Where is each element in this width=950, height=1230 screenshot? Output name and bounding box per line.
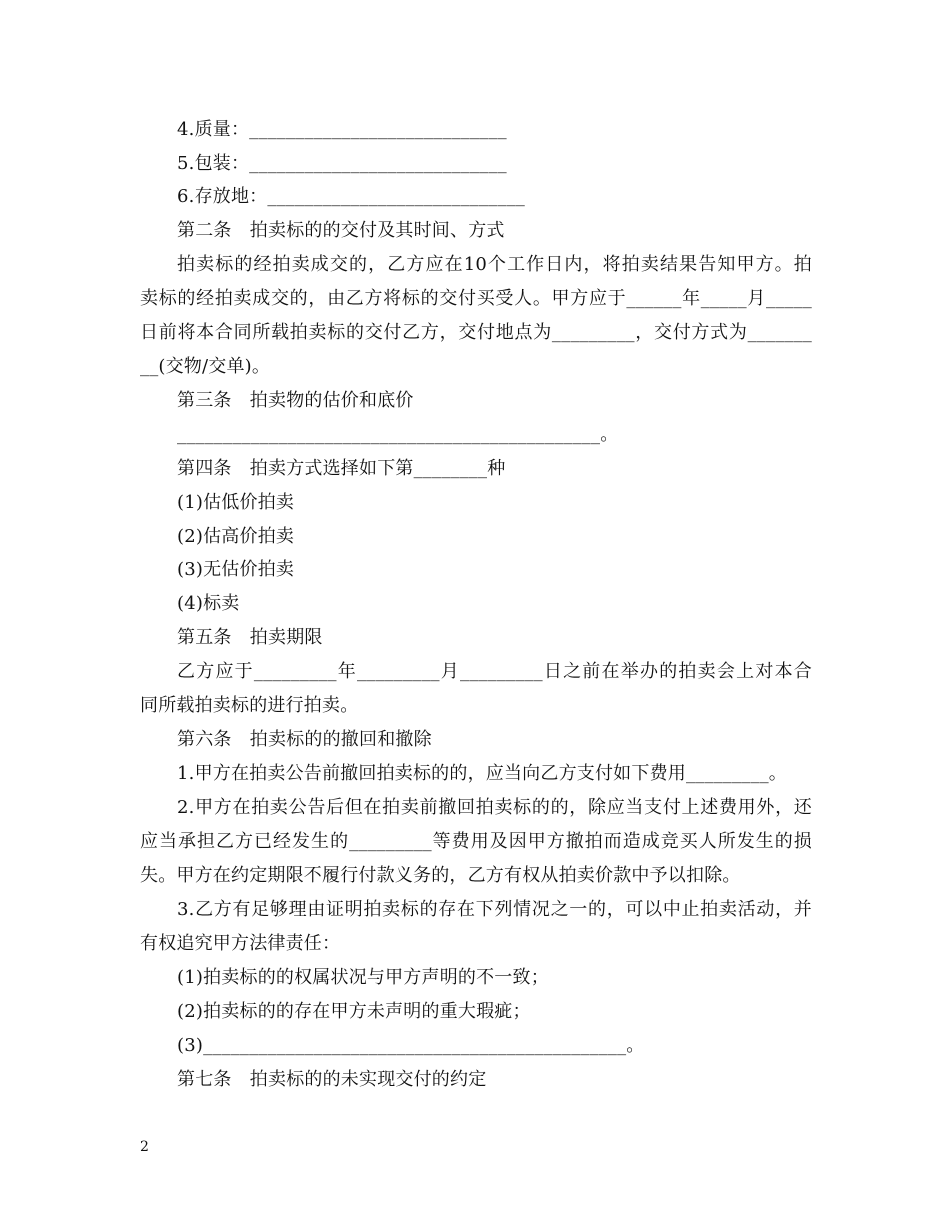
article-7-heading: 第七条 拍卖标的的未实现交付的约定 [177, 1069, 487, 1090]
article-5-para-line: 同所载拍卖标的进行拍卖。 [140, 695, 359, 716]
article-2-para-line: 日前将本合同所载拍卖标的交付乙方，交付地点为_________，交付方式为_______ [140, 322, 812, 343]
article-2-para-line: __(交物/交单)。 [140, 356, 271, 377]
article-4-heading: 第四条 拍卖方式选择如下第________种 [177, 458, 506, 479]
article-2-heading: 第二条 拍卖标的的交付及其时间、方式 [177, 220, 505, 241]
line-storage: 6.存放地：____________________________ [177, 186, 525, 207]
condition-item: (1)拍卖标的的权属状况与甲方声明的不一致； [177, 967, 549, 988]
article-6-item-1: 1.甲方在拍卖公告前撤回拍卖标的的，应当向乙方支付如下费用_________。 [177, 763, 787, 784]
article-6-item-2-line: 应当承担乙方已经发生的_________等费用及因甲方撤拍而造成竞买人所发生的损 [140, 831, 812, 852]
article-2-para-line: 卖标的经拍卖成交的，由乙方将标的交付买受人。甲方应于______年_____月_____ [140, 288, 812, 309]
option-item: (4)标卖 [177, 593, 240, 614]
article-6-heading: 第六条 拍卖标的的撤回和撤除 [177, 729, 432, 750]
article-5-heading: 第五条 拍卖期限 [177, 627, 323, 648]
page-number: 2 [140, 1139, 149, 1155]
condition-item: (2)拍卖标的的存在甲方未声明的重大瑕疵； [177, 1001, 531, 1022]
option-item: (3)无估价拍卖 [177, 559, 295, 580]
article-6-item-2-line: 2.甲方在拍卖公告后但在拍卖前撤回拍卖标的的，除应当支付上述费用外，还 [177, 797, 812, 818]
option-item: (1)估低价拍卖 [177, 492, 295, 513]
line-quality: 4.质量：____________________________ [177, 119, 507, 140]
article-6-item-3-line: 3.乙方有足够理由证明拍卖标的存在下列情况之一的，可以中止拍卖活动，并 [177, 899, 812, 920]
article-3-blank: ______________________________________________。 [177, 424, 619, 445]
article-3-heading: 第三条 拍卖物的估价和底价 [177, 390, 414, 411]
article-5-para-line: 乙方应于_________年_________月_________日之前在举办的拍卖会上对本合 [177, 661, 812, 682]
option-item: (2)估高价拍卖 [177, 526, 295, 547]
condition-item: (3)______________________________________________。 [177, 1035, 645, 1056]
article-6-item-3-line: 有权追究甲方法律责任： [140, 933, 341, 954]
article-2-para-line: 拍卖标的经拍卖成交的，乙方应在10个工作日内，将拍卖结果告知甲方。拍 [177, 254, 812, 275]
line-packaging: 5.包装：____________________________ [177, 153, 507, 174]
article-6-item-2-line: 失。甲方在约定期限不履行付款义务的，乙方有权从拍卖价款中予以扣除。 [140, 865, 741, 886]
